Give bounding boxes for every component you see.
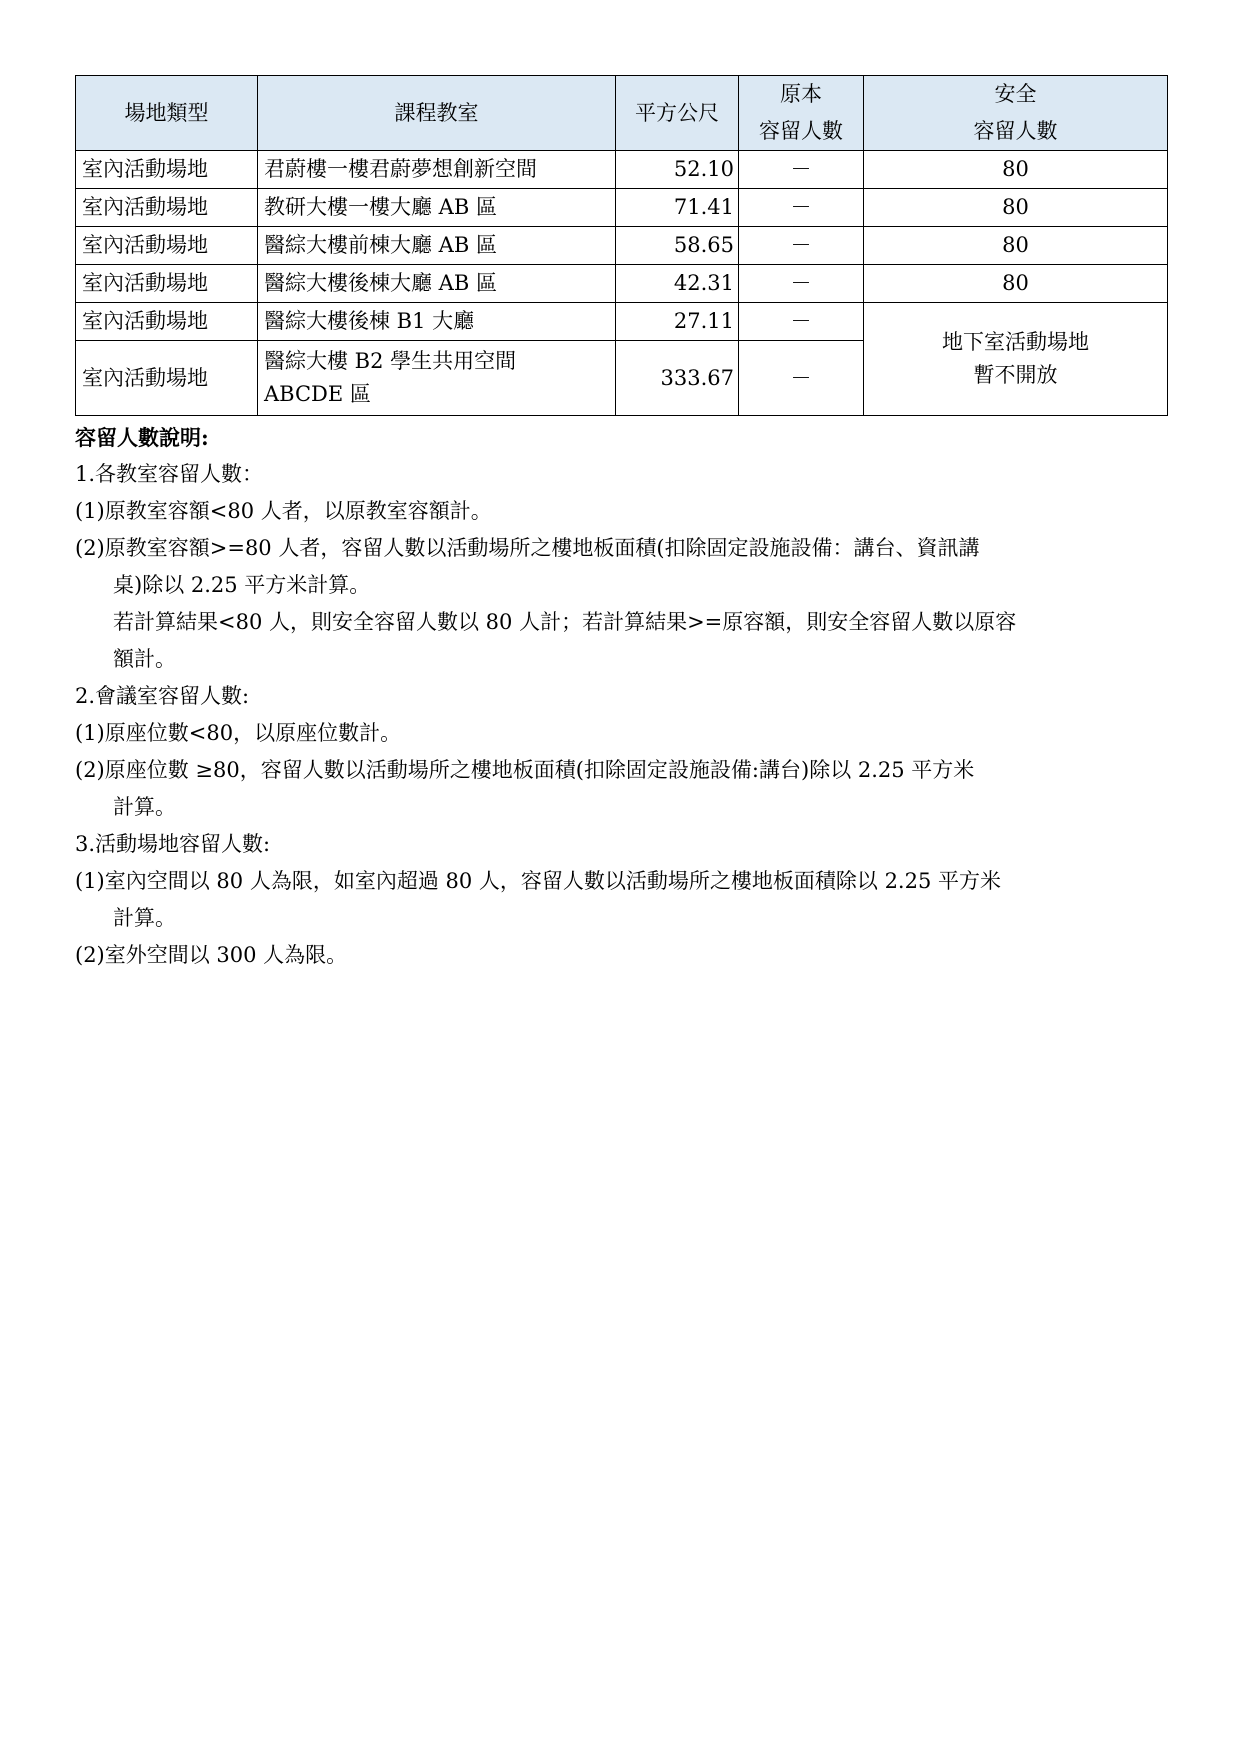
table-row bbox=[76, 303, 1168, 341]
header-original-capacity-line1: 原本 bbox=[780, 82, 822, 106]
header-safe-capacity-line2: 容留人數 bbox=[973, 119, 1058, 143]
basement-note-line2: 暫不開放 bbox=[973, 363, 1058, 387]
cell-classroom: 君蔚樓一樓君蔚夢想創新空間 bbox=[258, 151, 616, 189]
cell-classroom: 醫綜大樓後棟大廳 AB 區 bbox=[258, 265, 616, 303]
cell-safe-capacity: 80 bbox=[864, 189, 1168, 227]
section-classroom-item-2: (2)原教室容額>=80 人者，容留人數以活動場所之樓地板面積(扣除固定設施設備：講台、資訊講 bbox=[75, 536, 980, 560]
section-activity-item-1-cont: 計算。 bbox=[113, 906, 176, 930]
cell-area: 27.11 bbox=[616, 303, 739, 341]
cell-venue-type: 室內活動場地 bbox=[76, 341, 258, 416]
header-classroom: 課程教室 bbox=[258, 76, 616, 151]
document bbox=[75, 75, 1167, 974]
section-classroom-heading: 1.各教室容留人數： bbox=[75, 462, 264, 486]
cell-area: 71.41 bbox=[616, 189, 739, 227]
header-safe-capacity-line1: 安全 bbox=[994, 82, 1037, 106]
section-meeting-item-1: (1)原座位數<80，以原座位數計。 bbox=[75, 721, 402, 745]
cell-classroom-line1: 醫綜大樓 B2 學生共用空間 bbox=[264, 349, 517, 373]
cell-safe-capacity: 80 bbox=[864, 151, 1168, 189]
capacity-notes bbox=[75, 419, 1167, 974]
cell-original-capacity: － bbox=[739, 265, 864, 303]
cell-safe-capacity: 80 bbox=[864, 227, 1168, 265]
cell-classroom-line2: ABCDE 區 bbox=[264, 382, 371, 406]
table-row bbox=[76, 227, 1168, 265]
cell-classroom: 醫綜大樓前棟大廳 AB 區 bbox=[258, 227, 616, 265]
cell-classroom: 教研大樓一樓大廳 AB 區 bbox=[258, 189, 616, 227]
section-classroom-item-2-rule-cont: 額計。 bbox=[113, 647, 176, 671]
section-classroom-item-1: (1)原教室容額<80 人者，以原教室容額計。 bbox=[75, 499, 492, 523]
notes-title: 容留人數說明: bbox=[75, 425, 209, 450]
cell-area: 42.31 bbox=[616, 265, 739, 303]
table-row bbox=[76, 151, 1168, 189]
cell-original-capacity: － bbox=[739, 151, 864, 189]
header-original-capacity bbox=[739, 76, 864, 151]
header-safe-capacity bbox=[864, 76, 1168, 151]
section-classroom-item-2-cont: 桌)除以 2.25 平方米計算。 bbox=[113, 573, 371, 597]
cell-venue-type: 室內活動場地 bbox=[76, 303, 258, 341]
cell-safe-capacity-merged bbox=[864, 303, 1168, 416]
cell-area: 58.65 bbox=[616, 227, 739, 265]
section-activity-heading: 3.活動場地容留人數: bbox=[75, 832, 271, 856]
header-original-capacity-line2: 容留人數 bbox=[759, 119, 843, 143]
basement-note-line1: 地下室活動場地 bbox=[942, 330, 1089, 354]
header-area: 平方公尺 bbox=[616, 76, 739, 151]
cell-original-capacity: － bbox=[739, 227, 864, 265]
cell-venue-type: 室內活動場地 bbox=[76, 265, 258, 303]
cell-venue-type: 室內活動場地 bbox=[76, 189, 258, 227]
table-row bbox=[76, 265, 1168, 303]
section-meeting-item-2-cont: 計算。 bbox=[113, 795, 176, 819]
cell-venue-type: 室內活動場地 bbox=[76, 227, 258, 265]
section-meeting-heading: 2.會議室容留人數: bbox=[75, 684, 250, 708]
cell-classroom: 醫綜大樓後棟 B1 大廳 bbox=[258, 303, 616, 341]
section-classroom-item-2-rule: 若計算結果<80 人，則安全容留人數以 80 人計；若計算結果>=原容額，則安全容留人數以原容 bbox=[113, 610, 1017, 634]
section-meeting-item-2: (2)原座位數 ≥80，容留人數以活動場所之樓地板面積(扣除固定設施設備:講台)除以 2.25 平方米 bbox=[75, 758, 975, 782]
cell-safe-capacity: 80 bbox=[864, 265, 1168, 303]
cell-venue-type: 室內活動場地 bbox=[76, 151, 258, 189]
cell-original-capacity: － bbox=[739, 303, 864, 341]
cell-area: 52.10 bbox=[616, 151, 739, 189]
cell-original-capacity: － bbox=[739, 341, 864, 416]
section-activity-item-1: (1)室內空間以 80 人為限，如室內超過 80 人，容留人數以活動場所之樓地板面積除以 2.25 平方米 bbox=[75, 869, 1001, 893]
header-venue-type: 場地類型 bbox=[76, 76, 258, 151]
capacity-table bbox=[75, 75, 1168, 416]
cell-classroom bbox=[258, 341, 616, 416]
cell-area: 333.67 bbox=[616, 341, 739, 416]
section-activity-item-2: (2)室外空間以 300 人為限。 bbox=[75, 943, 348, 967]
cell-original-capacity: － bbox=[739, 189, 864, 227]
table-row bbox=[76, 189, 1168, 227]
table-header-row bbox=[76, 76, 1168, 151]
